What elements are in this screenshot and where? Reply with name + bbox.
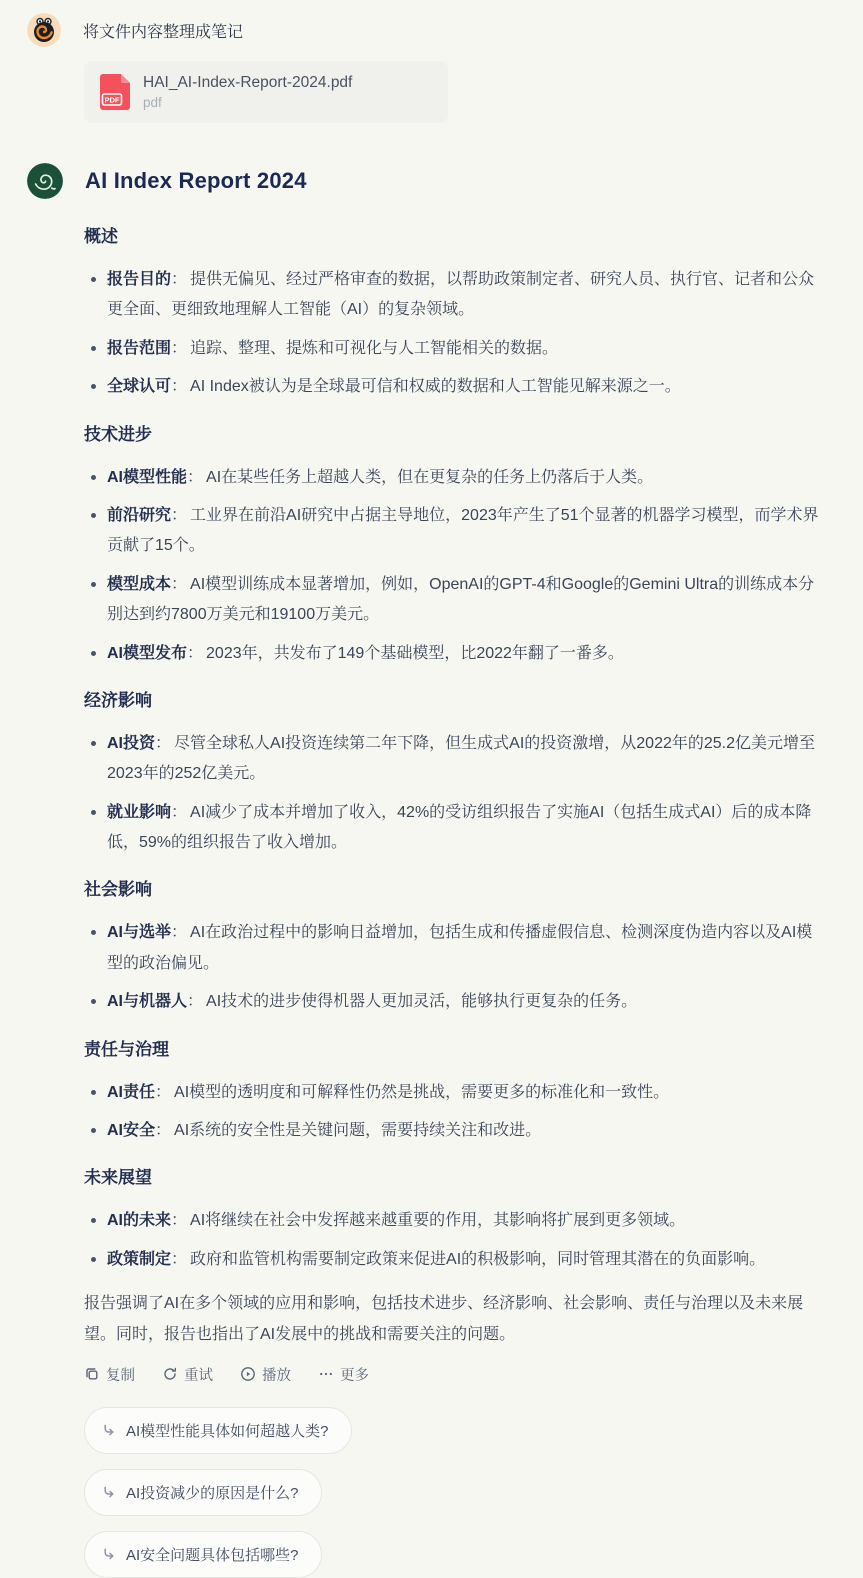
report-section bbox=[84, 1038, 824, 1147]
action-label: 重试 bbox=[184, 1367, 213, 1384]
bullet-text-wrap bbox=[107, 987, 824, 1017]
bullet-text-wrap bbox=[107, 372, 824, 402]
bullet-separator: ： bbox=[171, 924, 188, 942]
bullet-text: AI Index被认为是全球最可信和权威的数据和人工智能见解来源之一。 bbox=[190, 378, 681, 396]
bullet-list bbox=[84, 1078, 824, 1147]
action-button[interactable] bbox=[84, 1364, 135, 1385]
bullet-text: AI在某些任务上超越人类，但在更复杂的任务上仍落后于人类。 bbox=[206, 468, 654, 486]
bullet-separator: ： bbox=[171, 1250, 188, 1268]
bullet-separator: ： bbox=[155, 1083, 172, 1101]
action-label: 播放 bbox=[262, 1367, 291, 1384]
bullet-item bbox=[84, 798, 824, 859]
bullet-dot bbox=[91, 1218, 96, 1223]
bullet-text: AI技术的进步使得机器人更加灵活，能够执行更复杂的任务。 bbox=[206, 993, 638, 1011]
bullet-label: AI模型性能 bbox=[107, 468, 188, 486]
bullet-list bbox=[84, 1206, 824, 1275]
bullet-text-wrap bbox=[107, 1078, 824, 1108]
bullet-text: AI模型的透明度和可解释性仍然是挑战，需要更多的标准化和一致性。 bbox=[174, 1083, 670, 1101]
bullet-dot bbox=[91, 810, 96, 815]
report-section bbox=[84, 1166, 824, 1275]
bullet-separator: ： bbox=[171, 271, 188, 288]
pdf-file-icon bbox=[100, 74, 130, 110]
report-section bbox=[84, 423, 824, 669]
reply-arrow-icon bbox=[102, 1547, 116, 1561]
play-icon bbox=[240, 1366, 256, 1382]
bullet-text-wrap bbox=[107, 729, 824, 790]
bullet-text-wrap bbox=[107, 265, 824, 326]
bullet-text: AI在政治过程中的影响日益增加，包括生成和传播虚假信息、检测深度伪造内容以及AI模型的政治偏见。 bbox=[107, 924, 813, 972]
section-heading: 技术进步 bbox=[84, 424, 152, 444]
attachment-filename: HAI_AI-Index-Report-2024.pdf bbox=[143, 74, 353, 91]
bullet-text: AI减少了成本并增加了收入，42%的受访组织报告了实施AI（包括生成式AI）后的成本降低，59%的组织报告了收入增加。 bbox=[107, 803, 812, 852]
bullet-separator: ： bbox=[171, 339, 188, 357]
bullet-separator: ： bbox=[155, 734, 172, 752]
bullet-separator: ： bbox=[171, 575, 188, 593]
bullet-text-wrap bbox=[107, 501, 824, 562]
bullet-dot bbox=[91, 999, 96, 1004]
bullet-label: AI与机器人 bbox=[107, 993, 188, 1011]
bullet-separator: ： bbox=[155, 1122, 172, 1140]
section-heading: 未来展望 bbox=[84, 1168, 152, 1188]
section-heading: 责任与治理 bbox=[84, 1039, 169, 1059]
reply-arrow-icon bbox=[102, 1423, 116, 1437]
bullet-item bbox=[84, 501, 824, 562]
bullet-label: AI与选举 bbox=[107, 924, 172, 942]
bullet-text-wrap bbox=[107, 798, 824, 859]
user-avatar bbox=[27, 13, 61, 47]
bullet-dot bbox=[91, 741, 96, 746]
bullet-text: 工业界在前沿AI研究中占据主导地位，2023年产生了51个显著的机器学习模型，而学术界贡献了15个。 bbox=[107, 506, 819, 555]
bullet-label: 报告范围 bbox=[107, 339, 172, 357]
bullet-text: AI模型训练成本显著增加，例如，OpenAI的GPT-4和Google的Gemini Ultra的训练成本分别达到约7800万美元和19100万美元。 bbox=[107, 575, 815, 624]
section-heading: 经济影响 bbox=[84, 690, 152, 710]
retry-icon bbox=[162, 1366, 178, 1382]
action-button[interactable] bbox=[318, 1364, 369, 1385]
bullet-label: 模型成本 bbox=[107, 575, 172, 593]
suggested-question[interactable] bbox=[84, 1531, 322, 1578]
bullet-separator: ： bbox=[171, 1212, 188, 1230]
bullet-item bbox=[84, 987, 824, 1017]
bullet-dot bbox=[91, 346, 96, 351]
bullet-label: AI的未来 bbox=[107, 1212, 172, 1230]
bullet-item bbox=[84, 1245, 824, 1275]
reply-arrow-icon bbox=[102, 1485, 116, 1499]
suggested-question-label: AI安全问题具体包括哪些? bbox=[126, 1546, 299, 1564]
bullet-separator: ： bbox=[187, 993, 204, 1011]
bullet-dot bbox=[91, 475, 96, 480]
closing-paragraph: 报告强调了AI在多个领域的应用和影响，包括技术进步、经济影响、社会影响、责任与治理以及未来展望。同时，报告也指出了AI发展中的挑战和需要关注的问题。 bbox=[84, 1295, 804, 1343]
attachment-filetype: pdf bbox=[143, 95, 162, 110]
bullet-label: 前沿研究 bbox=[107, 506, 172, 524]
bullet-text-wrap bbox=[107, 334, 824, 364]
suggested-question[interactable] bbox=[84, 1407, 352, 1454]
suggested-question-label: AI投资减少的原因是什么? bbox=[126, 1484, 299, 1502]
assistant-header-row bbox=[0, 163, 863, 199]
bullet-label: AI投资 bbox=[107, 734, 156, 752]
bullet-item bbox=[84, 372, 824, 402]
action-button[interactable] bbox=[162, 1364, 213, 1385]
bullet-label: 报告目的 bbox=[107, 271, 172, 288]
pdf-badge-text: PDF bbox=[104, 95, 120, 105]
bullet-dot bbox=[91, 651, 96, 656]
attachment-card[interactable] bbox=[84, 61, 448, 123]
bullet-item bbox=[84, 729, 824, 790]
bullet-label: AI责任 bbox=[107, 1083, 156, 1101]
bullet-dot bbox=[91, 930, 96, 935]
bullet-text-wrap bbox=[107, 1245, 824, 1275]
user-message-row bbox=[0, 13, 863, 47]
bullet-text: AI系统的安全性是关键问题，需要持续关注和改进。 bbox=[174, 1122, 542, 1140]
bullet-item bbox=[84, 918, 824, 979]
action-button[interactable] bbox=[240, 1364, 291, 1385]
copy-icon bbox=[84, 1366, 100, 1382]
bullet-dot bbox=[91, 277, 96, 282]
bullet-dot bbox=[91, 1128, 96, 1133]
assistant-sections bbox=[84, 225, 824, 1275]
action-label: 更多 bbox=[340, 1367, 369, 1384]
suggested-question[interactable] bbox=[84, 1469, 322, 1516]
section-heading: 概述 bbox=[84, 227, 118, 246]
bullet-item bbox=[84, 1116, 824, 1146]
assistant-avatar bbox=[27, 163, 63, 199]
bullet-item bbox=[84, 1078, 824, 1108]
bullet-text: 2023年，共发布了149个基础模型，比2022年翻了一番多。 bbox=[206, 644, 624, 662]
report-section bbox=[84, 878, 824, 1017]
bullet-text-wrap bbox=[107, 639, 824, 669]
bullet-dot bbox=[91, 513, 96, 518]
bullet-text-wrap bbox=[107, 1206, 824, 1236]
snail-avatar-icon bbox=[27, 13, 61, 47]
suggested-questions bbox=[84, 1407, 824, 1578]
suggested-question-label: AI模型性能具体如何超越人类? bbox=[126, 1422, 329, 1440]
bullet-item bbox=[84, 463, 824, 493]
bullet-label: 全球认可 bbox=[107, 378, 172, 396]
report-section bbox=[84, 689, 824, 859]
bullet-dot bbox=[91, 1257, 96, 1262]
bullet-dot bbox=[91, 582, 96, 587]
bullet-text-wrap bbox=[107, 570, 824, 631]
bullet-label: AI模型发布 bbox=[107, 644, 188, 662]
bullet-separator: ： bbox=[171, 803, 188, 821]
spiral-logo-icon bbox=[27, 163, 63, 199]
bullet-label: 政策制定 bbox=[107, 1250, 172, 1268]
bullet-text-wrap bbox=[107, 1116, 824, 1146]
more-icon bbox=[318, 1366, 334, 1382]
bullet-item bbox=[84, 334, 824, 364]
bullet-list bbox=[84, 265, 824, 403]
bullet-text-wrap bbox=[107, 463, 824, 493]
bullet-text: 提供无偏见、经过严格审查的数据，以帮助政策制定者、研究人员、执行官、记者和公众更全面、更细致地理解人工智能（AI）的复杂领域。 bbox=[107, 271, 815, 319]
assistant-response bbox=[84, 225, 824, 1578]
bullet-label: 就业影响 bbox=[107, 803, 172, 821]
bullet-text: 追踪、整理、提炼和可视化与人工智能相关的数据。 bbox=[190, 339, 559, 357]
bullet-item bbox=[84, 1206, 824, 1236]
action-label: 复制 bbox=[106, 1367, 135, 1384]
user-message: 将文件内容整理成笔记 bbox=[83, 24, 244, 41]
bullet-dot bbox=[91, 384, 96, 389]
response-action-bar bbox=[84, 1364, 824, 1385]
section-heading: 社会影响 bbox=[84, 880, 152, 900]
response-title: AI Index Report 2024 bbox=[85, 168, 307, 193]
bullet-separator: ： bbox=[187, 644, 204, 662]
bullet-item bbox=[84, 570, 824, 631]
bullet-separator: ： bbox=[187, 468, 204, 486]
bullet-list bbox=[84, 463, 824, 669]
bullet-text: 政府和监管机构需要制定政策来促进AI的积极影响，同时管理其潜在的负面影响。 bbox=[190, 1250, 766, 1268]
bullet-label: AI安全 bbox=[107, 1122, 156, 1140]
bullet-list bbox=[84, 729, 824, 859]
bullet-separator: ： bbox=[171, 506, 188, 524]
report-section bbox=[84, 225, 824, 403]
bullet-text-wrap bbox=[107, 918, 824, 979]
bullet-text: 尽管全球私人AI投资连续第二年下降，但生成式AI的投资激增，从2022年的25.2亿美元增至2023年的252亿美元。 bbox=[107, 734, 816, 783]
bullet-text: AI将继续在社会中发挥越来越重要的作用，其影响将扩展到更多领域。 bbox=[190, 1212, 686, 1230]
bullet-item bbox=[84, 639, 824, 669]
bullet-dot bbox=[91, 1090, 96, 1095]
bullet-list bbox=[84, 918, 824, 1017]
bullet-separator: ： bbox=[171, 378, 188, 396]
bullet-item bbox=[84, 265, 824, 326]
